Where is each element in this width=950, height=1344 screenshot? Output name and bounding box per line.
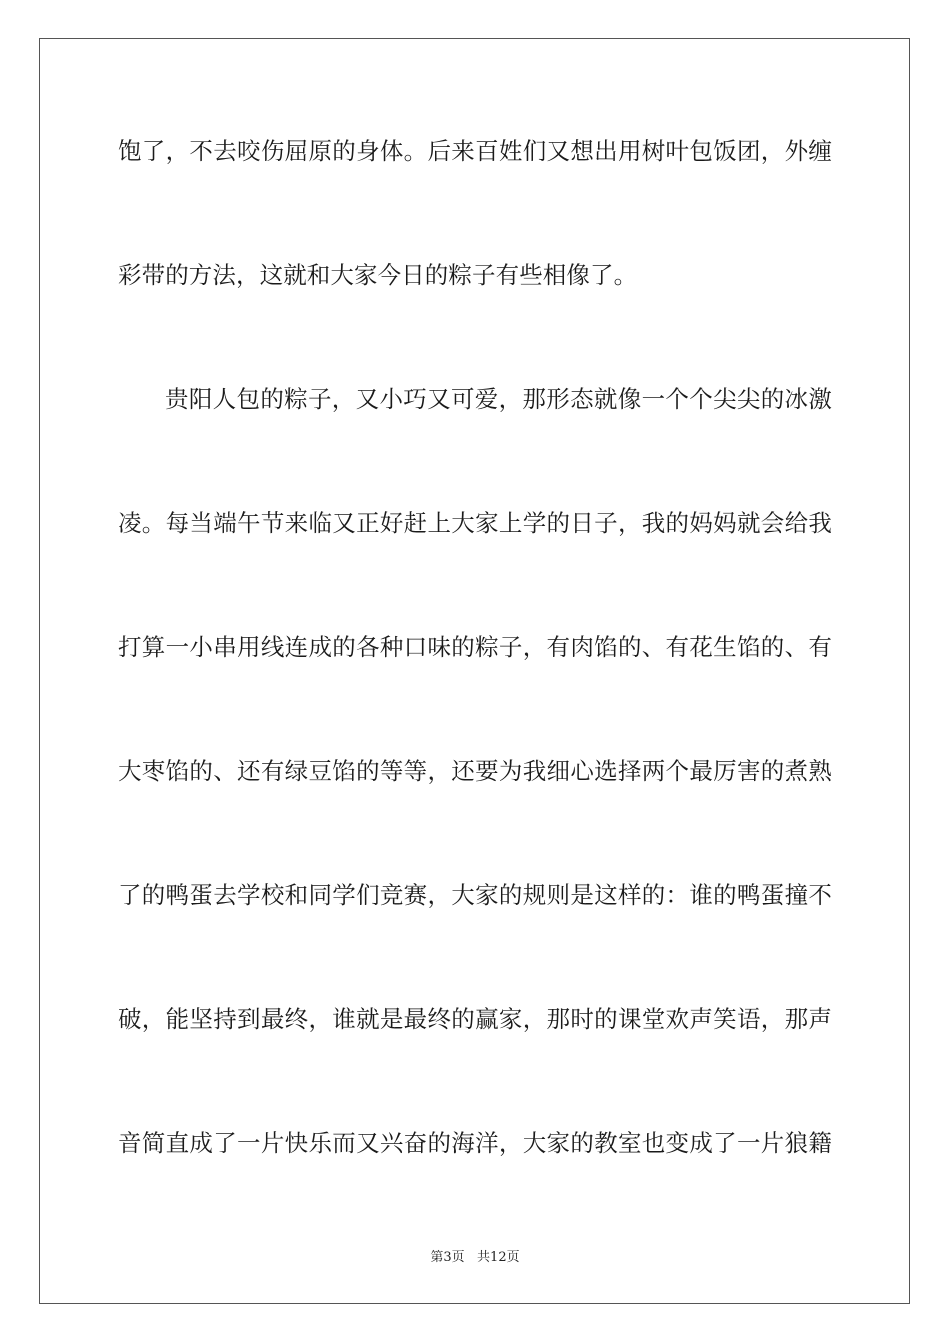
text-line-9: 音简直成了一片快乐而又兴奋的海洋，大家的教室也变成了一片狼籍 xyxy=(118,1129,832,1157)
page-number-footer: 第3页 共12页 xyxy=(430,1250,520,1265)
text-line-6: 大枣馅的、还有绿豆馅的等等，还要为我细心选择两个最厉害的煮熟 xyxy=(118,757,832,785)
page-border xyxy=(39,38,910,1304)
text-line-1: 饱了，不去咬伤屈原的身体。后来百姓们又想出用树叶包饭团，外缠 xyxy=(118,137,832,165)
text-line-4: 凌。每当端午节来临又正好赶上大家上学的日子，我的妈妈就会给我 xyxy=(118,509,832,537)
text-line-7: 了的鸭蛋去学校和同学们竞赛，大家的规则是这样的：谁的鸭蛋撞不 xyxy=(118,881,832,909)
text-line-3: 贵阳人包的粽子，又小巧又可爱，那形态就像一个个尖尖的冰激 xyxy=(165,385,832,413)
text-line-5: 打算一小串用线连成的各种口味的粽子，有肉馅的、有花生馅的、有 xyxy=(118,633,832,661)
text-line-2: 彩带的方法，这就和大家今日的粽子有些相像了。 xyxy=(118,261,638,289)
text-line-8: 破，能坚持到最终，谁就是最终的赢家，那时的课堂欢声笑语，那声 xyxy=(118,1005,832,1033)
